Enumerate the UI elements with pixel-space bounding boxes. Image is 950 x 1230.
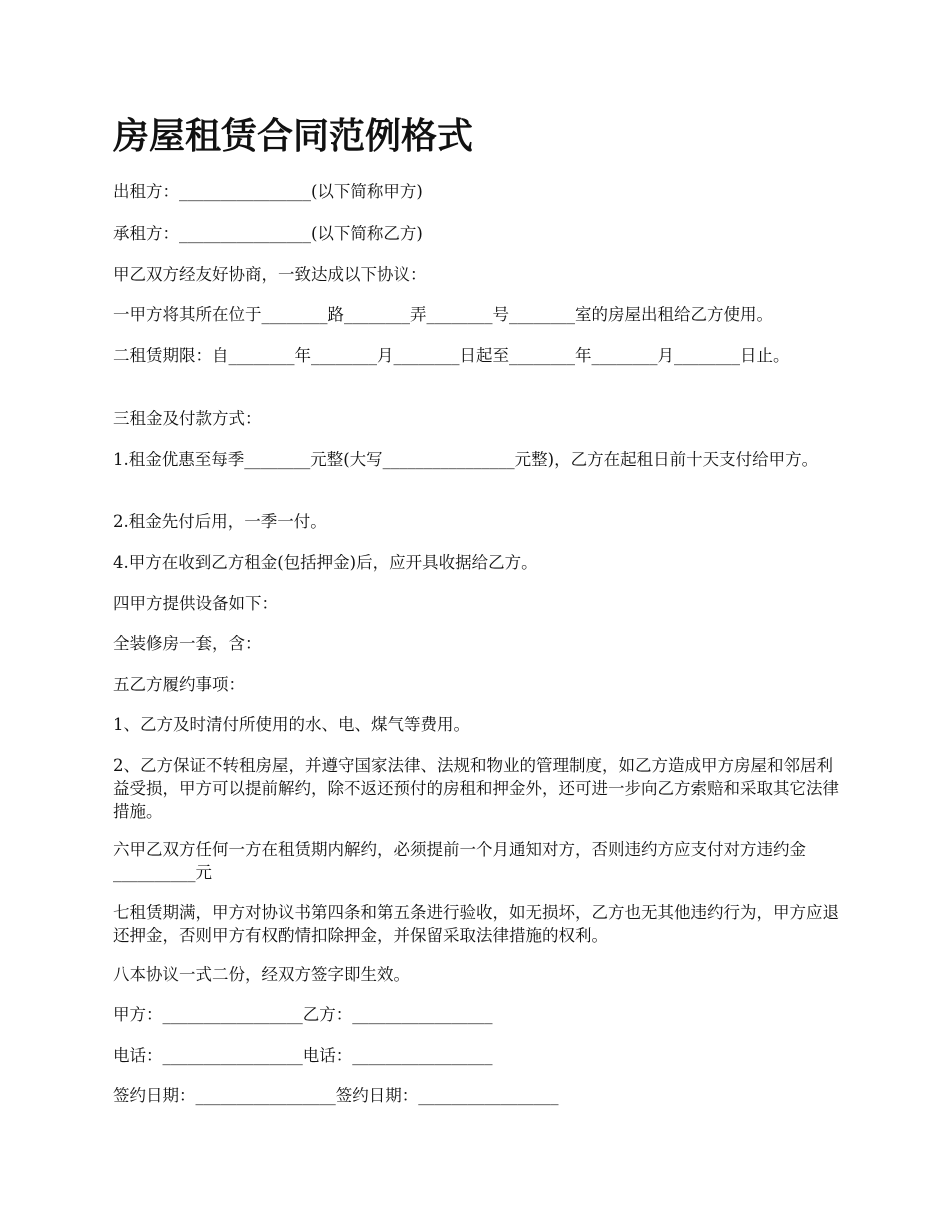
clause-5-heading: 五乙方履约事项： bbox=[113, 675, 245, 694]
signature-dates: 签约日期：_________________签约日期：_________________ bbox=[113, 1086, 559, 1105]
clause-2-lease-term: 二租赁期限：自________年________月________日起至________年________月________日止。 bbox=[113, 346, 790, 365]
clause-3-heading: 三租金及付款方式： bbox=[113, 409, 262, 428]
clause-4-detail: 全装修房一套，含： bbox=[113, 634, 262, 653]
clause-5-item-1: 1、乙方及时清付所使用的水、电、煤气等费用。 bbox=[113, 715, 470, 734]
page-title: 房屋租赁合同范例格式 bbox=[113, 115, 474, 157]
signature-parties: 甲方：_________________乙方：_________________ bbox=[113, 1005, 493, 1024]
clause-6-termination: 六甲乙双方任何一方在租赁期内解约，必须提前一个月通知对方，否则违约方应支付对方违约金__________元 bbox=[113, 840, 806, 882]
clause-3-item-2: 2.租金先付后用，一季一付。 bbox=[113, 512, 327, 531]
clause-8-effect: 八本协议一式二份，经双方签字即生效。 bbox=[113, 965, 410, 984]
clause-3-item-1: 1.租金优惠至每季________元整(大写________________元整)，乙方在起租日前十天支付给甲方。 bbox=[113, 450, 819, 469]
clause-7-expiry: 七租赁期满，甲方对协议书第四条和第五条进行验收，如无损坏，乙方也无其他违约行为，甲方应退还押金，否则甲方有权酌情扣除押金，并保留采取法律措施的权利。 bbox=[113, 903, 839, 945]
clause-3-item-4: 4.甲方在收到乙方租金(包括押金)后，应开具收据给乙方。 bbox=[113, 553, 538, 572]
lessee-line: 承租方：________________(以下简称乙方) bbox=[113, 224, 423, 243]
signature-phones: 电话：_________________电话：_________________ bbox=[113, 1046, 493, 1065]
clause-5-item-2: 2、乙方保证不转租房屋，并遵守国家法律、法规和物业的管理制度，如乙方造成甲方房屋和邻居利益受损，甲方可以提前解约，除不返还预付的房租和押金外，还可进一步向乙方索赔和采取其它法律措施。 bbox=[113, 756, 839, 821]
agreement-intro: 甲乙双方经友好协商，一致达成以下协议： bbox=[113, 265, 427, 284]
clause-4-heading: 四甲方提供设备如下： bbox=[113, 594, 278, 613]
lessor-line: 出租方：________________(以下简称甲方) bbox=[113, 182, 423, 201]
clause-1-location: 一甲方将其所在位于________路________弄________号________室的房屋出租给乙方使用。 bbox=[113, 305, 773, 324]
